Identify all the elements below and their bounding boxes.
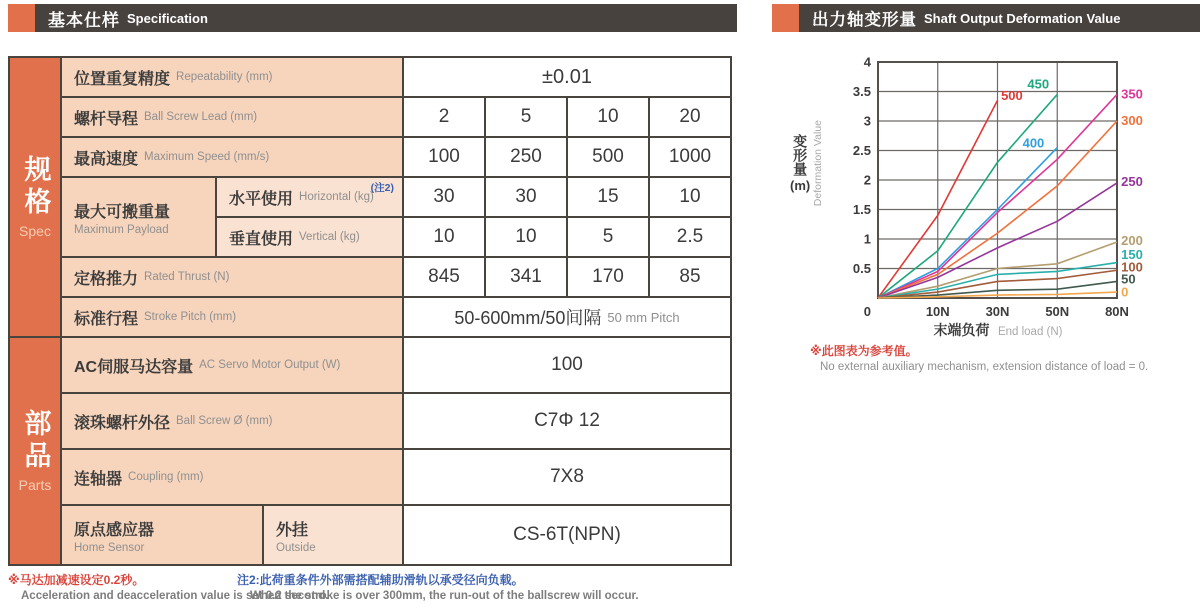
series-label-400: 400 <box>1022 135 1045 151</box>
horizontal-value: 30 <box>404 178 484 216</box>
series-label-450: 450 <box>1027 76 1050 92</box>
series-label-100: 100 <box>1121 259 1143 275</box>
series-label-50: 50 <box>1121 271 1136 287</box>
chart-y-axis-label: 变形量 (m) Deformation Value <box>790 120 825 207</box>
footnote-motor-cn: ※马达加减速设定0.2秒。 <box>8 573 145 587</box>
svg-text:30N: 30N <box>985 304 1010 319</box>
horizontal-value: 10 <box>650 178 730 216</box>
specification-table <box>8 56 732 566</box>
svg-text:80N: 80N <box>1105 304 1129 319</box>
svg-text:3.5: 3.5 <box>852 84 871 99</box>
series-line-450 <box>878 94 1057 298</box>
lead-value: 5 <box>486 98 566 136</box>
speed-value: 500 <box>568 138 648 176</box>
lead-value: 10 <box>568 98 648 136</box>
section-parts-cn: 部品 <box>20 409 51 473</box>
deformation-title-cn: 出力轴变形量 <box>812 11 917 29</box>
horizontal-value: 15 <box>568 178 648 216</box>
row-coupling-label: 连轴器 Coupling (mm) <box>62 450 402 504</box>
payload-vertical-label: 垂直使用 Vertical (kg) <box>217 218 402 256</box>
svg-text:4: 4 <box>863 54 871 70</box>
row-od-label: 滚珠螺杆外径 Ball Screw Ø (mm) <box>62 394 402 448</box>
series-label-500: 500 <box>1001 88 1023 104</box>
svg-text:2.5: 2.5 <box>852 143 871 158</box>
series-label-250: 250 <box>1121 173 1143 189</box>
horizontal-value: 30 <box>486 178 566 216</box>
section-spec-en: Spec <box>19 223 51 239</box>
svg-text:10N: 10N <box>925 304 950 319</box>
row-lead-label: 螺杆导程 Ball Screw Lead (mm) <box>62 98 402 136</box>
payload-horizontal-label: (注2) 水平使用 Horizontal (kg) <box>217 178 402 216</box>
thrust-value: 845 <box>404 258 484 296</box>
repeatability-value: ±0.01 <box>404 58 730 96</box>
footnote-motor-en: Acceleration and deacceleration value is set 0.2 second. <box>21 590 329 602</box>
section-spec-cn: 规格 <box>20 155 51 219</box>
deformation-title-en: Shaft Output Deformation Value <box>924 10 1121 26</box>
spec-header <box>8 4 737 32</box>
chart-note-cn: ※此图表为参考值。 <box>810 344 918 358</box>
row-home-sensor-label: 原点感应器 Home Sensor <box>62 506 262 564</box>
svg-text:0.5: 0.5 <box>852 261 871 276</box>
section-parts <box>10 338 60 564</box>
svg-text:1.5: 1.5 <box>852 202 871 217</box>
lead-value: 2 <box>404 98 484 136</box>
row-repeatability-label: 位置重复精度 Repeatability (mm) <box>62 58 402 96</box>
vertical-value: 2.5 <box>650 218 730 256</box>
od-value: C7Φ 12 <box>404 394 730 448</box>
footnote-note2 <box>237 571 639 602</box>
chart-note <box>810 342 1148 373</box>
vertical-value: 10 <box>486 218 566 256</box>
stroke-value: 50-600mm/50间隔 50 mm Pitch <box>404 298 730 336</box>
accent-square-icon <box>772 4 799 32</box>
svg-text:3: 3 <box>863 113 871 129</box>
svg-text:1: 1 <box>863 231 871 247</box>
svg-text:2: 2 <box>863 172 871 188</box>
section-spec <box>10 58 60 336</box>
lead-value: 20 <box>650 98 730 136</box>
spec-title-cn: 基本仕样 <box>48 10 120 30</box>
spec-title-en: Specification <box>127 10 208 26</box>
section-parts-en: Parts <box>18 477 52 493</box>
deformation-header-bar <box>799 4 1200 32</box>
series-label-350: 350 <box>1121 86 1143 102</box>
home-sensor-value: CS-6T(NPN) <box>404 506 730 564</box>
series-label-150: 150 <box>1121 246 1143 262</box>
speed-value: 1000 <box>650 138 730 176</box>
vertical-value: 10 <box>404 218 484 256</box>
series-label-0: 0 <box>1121 284 1129 300</box>
deformation-header <box>772 4 1200 32</box>
row-speed-label: 最高速度 Maximum Speed (mm/s) <box>62 138 402 176</box>
coupling-value: 7X8 <box>404 450 730 504</box>
footnote-note2-cn: 注2:此荷重条件外部需搭配辅助滑轨以承受径向负载。 <box>237 573 524 587</box>
thrust-value: 170 <box>568 258 648 296</box>
row-payload-label: 最大可搬重量 Maximum Payload <box>62 178 215 256</box>
home-sensor-outside-label: 外挂 Outside <box>264 506 402 564</box>
series-line-400 <box>878 148 1057 298</box>
svg-text:50N: 50N <box>1045 304 1070 319</box>
chart-x-axis-label: 末端负荷 End load (N) <box>933 322 1063 338</box>
row-thrust-label: 定格推力 Rated Thrust (N) <box>62 258 402 296</box>
footnote-note2-en: When the stroke is over 300mm, the run-out of the ballscrew will occur. <box>250 590 639 602</box>
spec-header-bar <box>35 4 737 32</box>
accent-square-icon <box>8 4 35 32</box>
row-stroke-label: 标准行程 Stroke Pitch (mm) <box>62 298 402 336</box>
note2-ref: (注2) <box>370 182 394 194</box>
thrust-value: 341 <box>486 258 566 296</box>
chart-note-en: No external auxiliary mechanism, extension distance of load = 0. <box>820 361 1149 373</box>
svg-text:0: 0 <box>863 304 871 319</box>
speed-value: 250 <box>486 138 566 176</box>
row-servo-label: AC伺服马达容量 AC Servo Motor Output (W) <box>62 338 402 392</box>
thrust-value: 85 <box>650 258 730 296</box>
servo-value: 100 <box>404 338 730 392</box>
series-label-200: 200 <box>1121 232 1143 248</box>
deformation-chart <box>832 52 1152 344</box>
vertical-value: 5 <box>568 218 648 256</box>
series-label-300: 300 <box>1121 113 1143 128</box>
speed-value: 100 <box>404 138 484 176</box>
